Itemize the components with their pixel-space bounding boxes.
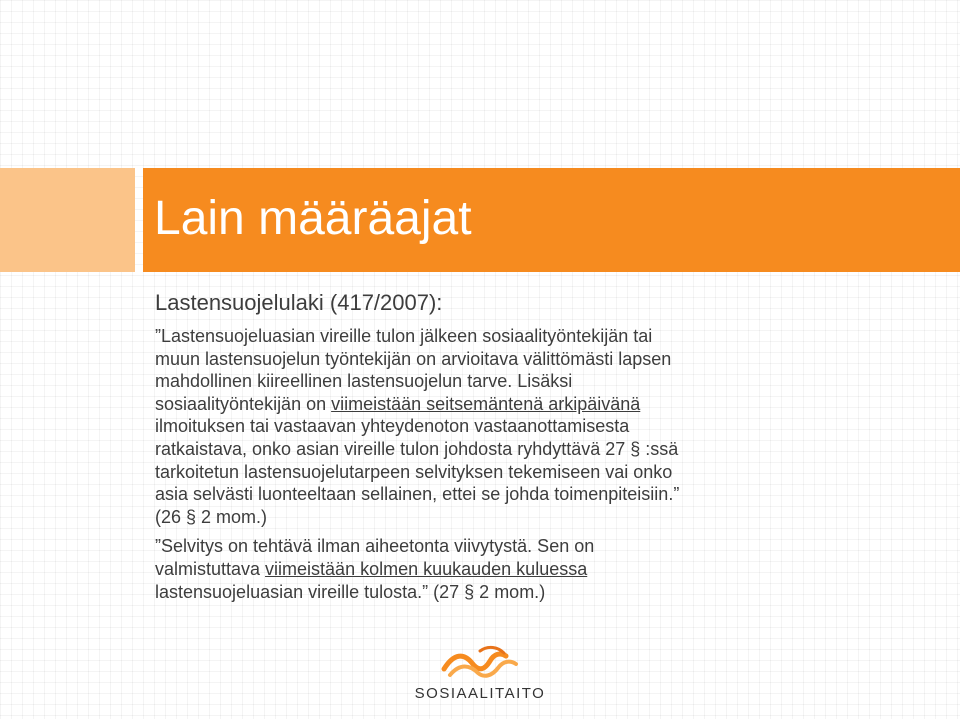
sosiaalitaito-swoosh-icon — [440, 643, 522, 683]
paragraph-line — [155, 558, 915, 581]
quote-paragraph-2 — [155, 535, 915, 603]
paragraph-line: muun lastensuojelun työntekijän on arvioitava välittömästi lapsen — [155, 348, 672, 369]
quote-paragraph-1 — [155, 325, 915, 528]
paragraph-line: tarkoitetun lastensuojelutarpeen selvityksen tekemiseen vai onko — [155, 461, 673, 482]
paragraph-line: ”Lastensuojeluasian vireille tulon jälkeen sosiaalityöntekijän tai — [155, 326, 653, 346]
paragraph-line — [155, 393, 915, 416]
paragraph-line: asia selvästi luonteeltaan sellainen, ettei se johda toimenpiteisiin.” — [155, 484, 680, 505]
deadline-3-months: viimeistään kolmen kuukauden kuluessa — [265, 558, 588, 579]
accent-block — [0, 168, 135, 272]
line-text: sosiaalityöntekijän on — [155, 393, 332, 414]
law-subtitle: Lastensuojelulaki (417/2007): — [155, 290, 443, 315]
logo-wordmark: SOSIAALITAITO — [414, 685, 546, 702]
paragraph-line: lastensuojeluasian vireille tulosta.” (27 § 2 mom.) — [155, 581, 546, 602]
line-text: valmistuttava — [155, 558, 266, 579]
slide-title: Lain määräajat — [154, 192, 472, 245]
paragraph-line: ratkaistava, onko asian vireille tulon johdosta ryhdyttävä 27 § :ssä — [155, 438, 679, 459]
deadline-7-days: viimeistään seitsemäntenä arkipäivänä — [331, 393, 641, 414]
title-bar — [143, 168, 960, 272]
paragraph-line: ”Selvitys on tehtävä ilman aiheetonta viivytystä. Sen on — [155, 536, 595, 557]
paragraph-line: mahdollinen kiireellinen lastensuojelun tarve. Lisäksi — [155, 371, 573, 392]
paragraph-line: (26 § 2 mom.) — [155, 506, 268, 527]
sosiaalitaito-logo — [410, 643, 550, 707]
paragraph-line: ilmoituksen tai vastaavan yhteydenoton vastaanottamisesta — [155, 416, 630, 437]
slide-content — [155, 290, 915, 610]
